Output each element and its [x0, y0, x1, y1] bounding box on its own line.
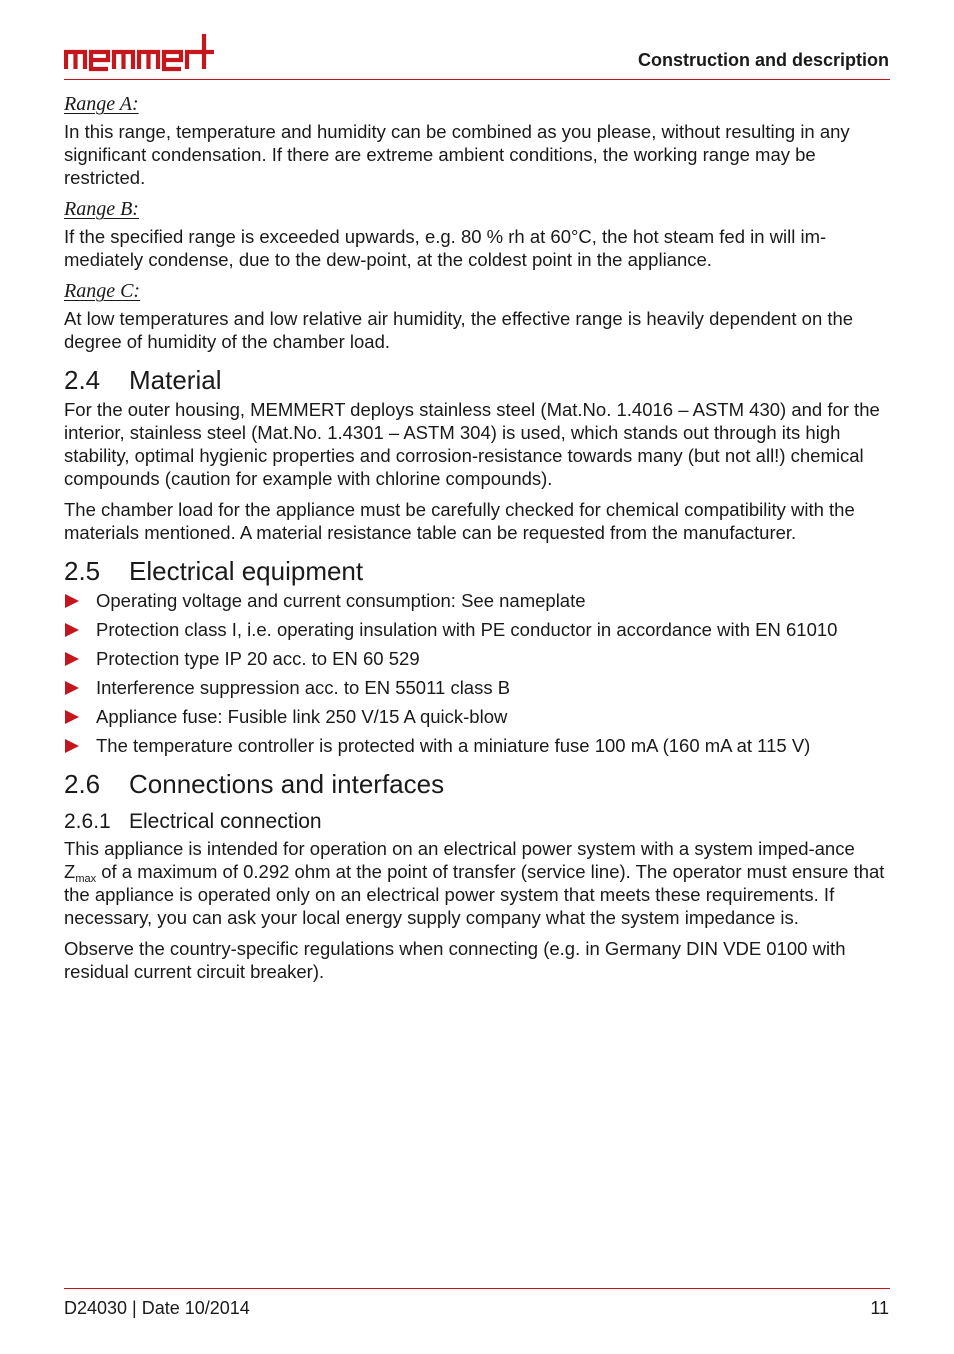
list-item [64, 618, 890, 641]
subsection-title: Electrical connection [129, 810, 322, 833]
list-item-text: Protection type IP 20 acc. to EN 60 529 [96, 648, 420, 669]
section-title: Connections and interfaces [129, 769, 445, 799]
triangle-bullet-icon [64, 734, 96, 757]
triangle-bullet-icon [64, 676, 96, 699]
header-title: Construction and description [637, 50, 889, 70]
list-item-text: The temperature controller is protected with a miniature fuse 100 mA (160 mA at 115 V) [96, 735, 811, 756]
subsection-electrical-connection-heading [64, 809, 890, 835]
range-c-text: At low temperatures and low relative air humidity, the effective range is heavily dependent on the degree of humidity of the chamber load. [64, 308, 854, 352]
list-item [64, 734, 890, 757]
list-item-text: Appliance fuse: Fusible link 250 V/15 A quick-blow [96, 706, 508, 727]
triangle-bullet-icon [64, 618, 96, 641]
list-item-text: Operating voltage and current consumption: See nameplate [96, 590, 586, 611]
section-title: Material [129, 365, 222, 395]
footer-rule [64, 1288, 890, 1289]
range-a-label: Range A: [64, 93, 139, 115]
range-c-label: Range C: [64, 280, 141, 302]
list-item-text: Protection class I, i.e. operating insulation with PE conductor in accordance with EN 61010 [96, 619, 838, 640]
list-item [64, 705, 890, 728]
section-electrical-heading [64, 556, 890, 586]
section-material-heading [64, 365, 890, 395]
electrical-list [64, 589, 890, 757]
material-paragraph-2: The chamber load for the appliance must be carefully checked for chemical compatibility with the materials mentioned. A material resistance table can be requested from the manufacturer. [64, 499, 855, 543]
range-a-text: In this range, temperature and humidity can be combined as you please, without resulting in any significant condensation. If there are extreme ambient conditions, the working range may be restricted. [64, 121, 850, 188]
list-item [64, 647, 890, 670]
footer-document-id: D24030 | Date 10/2014 [64, 1298, 250, 1318]
list-item-text: Interference suppression acc. to EN 55011 class B [96, 677, 511, 698]
section-title: Electrical equipment [129, 556, 364, 586]
triangle-bullet-icon [64, 589, 96, 612]
connection-paragraph-1 [64, 837, 890, 929]
triangle-bullet-icon [64, 705, 96, 728]
section-number: 2.4 [64, 365, 101, 395]
memmert-logo [64, 32, 216, 72]
header-rule [64, 79, 890, 80]
material-paragraph-1: For the outer housing, MEMMERT deploys stainless steel (Mat.No. 1.4016 – ASTM 430) and for the interior, stainless steel (Mat.No. 1.4301 – ASTM 304) is used, which stands out through its high stability, optimal hygienic properties and corrosion-resistance towards many (but not all!) chemical compounds (caution for example with chlorine compounds). [64, 399, 880, 489]
triangle-bullet-icon [64, 647, 96, 670]
section-number: 2.6 [64, 769, 101, 799]
subsection-number: 2.6.1 [64, 810, 111, 833]
connection-text-part-1: This appliance is intended for operation on an electrical power system with a system imped-ance Z [64, 838, 855, 882]
connection-paragraph-2: Observe the country-specific regulations when connecting (e.g. in Germany DIN VDE 0100 with residual current circuit breaker). [64, 938, 846, 982]
range-b-label: Range B: [64, 198, 139, 220]
page-number: 11 [870, 1298, 889, 1318]
list-item [64, 589, 890, 612]
section-connections-heading [64, 769, 890, 799]
section-number: 2.5 [64, 556, 101, 586]
connection-text-part-2: of a maximum of 0.292 ohm at the point of transfer (service line). The operator must ensure that the appliance is operated only on an electrical power system that meets these requirements. If necessary, you can ask your local energy supply company what the system impedance is. [64, 861, 885, 928]
page-content [64, 92, 890, 991]
list-item [64, 676, 890, 699]
range-b-text: If the specified range is exceeded upwards, e.g. 80 % rh at 60°C, the hot steam fed in will im-mediately condense, due to the dew-point, at the coldest point in the appliance. [64, 226, 827, 270]
zmax-subscript: max [75, 873, 97, 885]
